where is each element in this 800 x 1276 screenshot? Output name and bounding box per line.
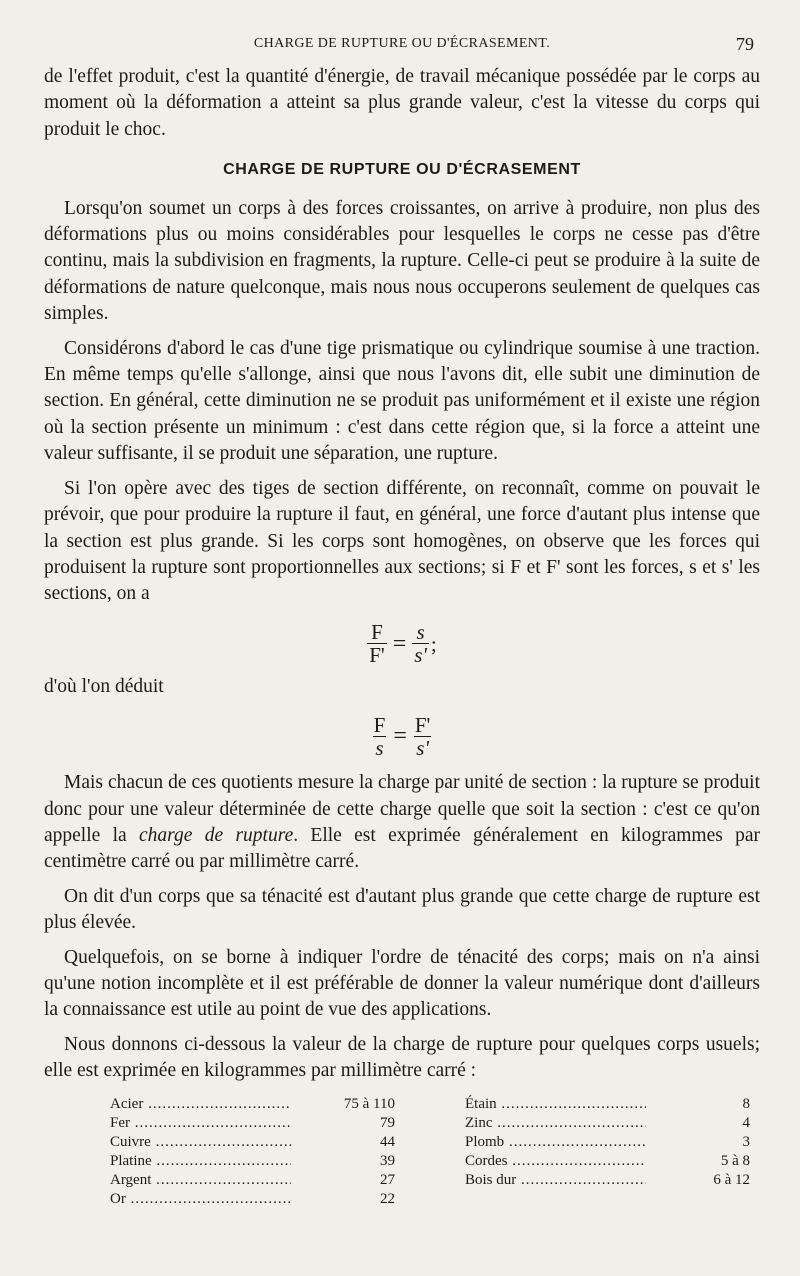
fraction-left [372, 714, 388, 759]
material-name: Plomb ..... [465, 1133, 646, 1152]
table-row [110, 1133, 395, 1152]
material-value: 22 [380, 1190, 395, 1207]
table-row [110, 1114, 395, 1133]
material-name: Étain ..... [465, 1095, 646, 1114]
denominator: s' [416, 735, 429, 760]
material-name: Acier ..... [110, 1095, 291, 1114]
paragraph-traction: Considérons d'abord le cas d'une tige prismatique ou cylindrique soumise à une traction. En même temps qu'elle s'allonge, ainsi que nous l'avons dit, elle subit une diminution de section. En général, cette diminution ne se produit pas uniformément et il existe une région où la section présente un minimum : c'est dans cette région que, si la force a atteint une valeur suffisante, il se produit une séparation, une rupture. [44, 337, 760, 465]
fraction-sections [412, 621, 429, 666]
material-name: Or ..... [110, 1190, 291, 1209]
table-row [110, 1095, 395, 1114]
numerator: s [416, 620, 425, 645]
equals-sign: = [392, 630, 407, 657]
denominator: s [375, 735, 384, 760]
table-row [465, 1152, 750, 1171]
table-row [465, 1133, 750, 1152]
table-column-right [465, 1095, 750, 1209]
running-head [44, 34, 760, 56]
term-charge-de-rupture: charge de rupture [139, 824, 294, 846]
paragraph-rupture-definition: Lorsqu'on soumet un corps à des forces croissantes, on arrive à produire, non plus des déformations plus ou moins considérables pour lesquelles le corps ne cesse pas d'être continu, mais la subdivision en fragments, la rupture. Celle-ci peut se produire à la suite de déformations de nature quelconque, mais nous nous occuperons seulement de quelques cas simples. [44, 197, 760, 325]
numerator: F [373, 712, 386, 737]
material-value: 3 [742, 1133, 750, 1150]
equals-sign: = [393, 722, 407, 749]
fraction-forces [367, 621, 386, 666]
table-row [465, 1114, 750, 1133]
running-title: CHARGE DE RUPTURE OU D'ÉCRASEMENT. [253, 36, 551, 51]
denominator: s' [414, 643, 427, 668]
paragraph-charge-de-rupture [44, 770, 760, 876]
material-value: 75 à 110 [343, 1095, 395, 1112]
material-value: 6 à 12 [713, 1171, 750, 1188]
fraction-right [413, 714, 432, 759]
material-value: 44 [380, 1133, 395, 1150]
section-title: CHARGE DE RUPTURE OU D'ÉCRASEMENT [223, 161, 581, 179]
table-row [465, 1095, 750, 1114]
rupture-values-table [110, 1095, 750, 1209]
material-value: 4 [742, 1114, 750, 1131]
material-name: Cordes ..... [465, 1152, 646, 1171]
intro-paragraph: de l'effet produit, c'est la quantité d'énergie, de travail mécanique possédée par le corps au moment où la déformation a atteint sa plus grande valeur, c'est la vitesse du corps qui produit le choc. [44, 66, 760, 140]
text-after-term: . Elle est exprimée généralement en kilogrammes par centimètre carré ou par millimètre carré. [44, 824, 761, 873]
semicolon: ; [430, 631, 437, 656]
material-name: Bois dur ..... [465, 1171, 646, 1190]
table-row [110, 1171, 395, 1190]
paragraph-tableau-intro: Nous donnons ci-dessous la valeur de la charge de rupture pour quelques corps usuels; elle est exprimée en kilogrammes par millimètre carré : [44, 1033, 760, 1082]
material-name: Fer ..... [110, 1114, 291, 1133]
material-value: 79 [380, 1114, 395, 1131]
paragraph-deduction: d'où l'on déduit [44, 675, 164, 697]
formula-proportion [44, 618, 760, 670]
material-value: 8 [742, 1095, 750, 1112]
material-name: Platine ..... [110, 1152, 291, 1171]
material-name: Zinc ..... [465, 1114, 646, 1133]
denominator: F' [369, 643, 385, 668]
text-before-term: Mais chacun de ces quotients mesure la charge par unité de section : la rupture se produit donc pour une valeur déterminée de cette charge quelle que soit la section : c'est ce qu'on appelle la [44, 772, 760, 846]
numerator: F' [414, 712, 431, 737]
table-row [465, 1171, 750, 1190]
numerator: F [371, 620, 383, 645]
table-row [110, 1152, 395, 1171]
material-value: 5 à 8 [720, 1152, 750, 1169]
paragraph-sections: Si l'on opère avec des tiges de section différente, on reconnaît, comme on pouvait le prévoir, que pour produire la rupture il faut, en général, une force d'autant plus intense que la section est plus grande. Si les corps sont homogènes, on observe que les forces qui produisent la rupture sont proportionnelles aux sections; si F et F' sont les forces, s et s' les sections, on a [44, 477, 760, 605]
page-body [44, 64, 760, 1209]
material-name: Argent ..... [110, 1171, 291, 1190]
material-name: Cuivre ..... [110, 1133, 291, 1152]
table-row [110, 1190, 395, 1209]
material-value: 39 [380, 1152, 395, 1169]
material-value: 27 [380, 1171, 395, 1188]
page-number: 79 [736, 34, 754, 54]
table-column-left [110, 1095, 395, 1209]
formula-quotients [44, 710, 760, 762]
paragraph-ordre: Quelquefois, on se borne à indiquer l'ordre de ténacité des corps; mais on n'a ainsi qu'une notion incomplète et il est préférable de donner la valeur numérique dont d'ailleurs la connaissance est utile au point de vue des applications. [44, 946, 760, 1021]
paragraph-tenacite: On dit d'un corps que sa ténacité est d'autant plus grande que cette charge de rupture est plus élevée. [44, 885, 760, 934]
